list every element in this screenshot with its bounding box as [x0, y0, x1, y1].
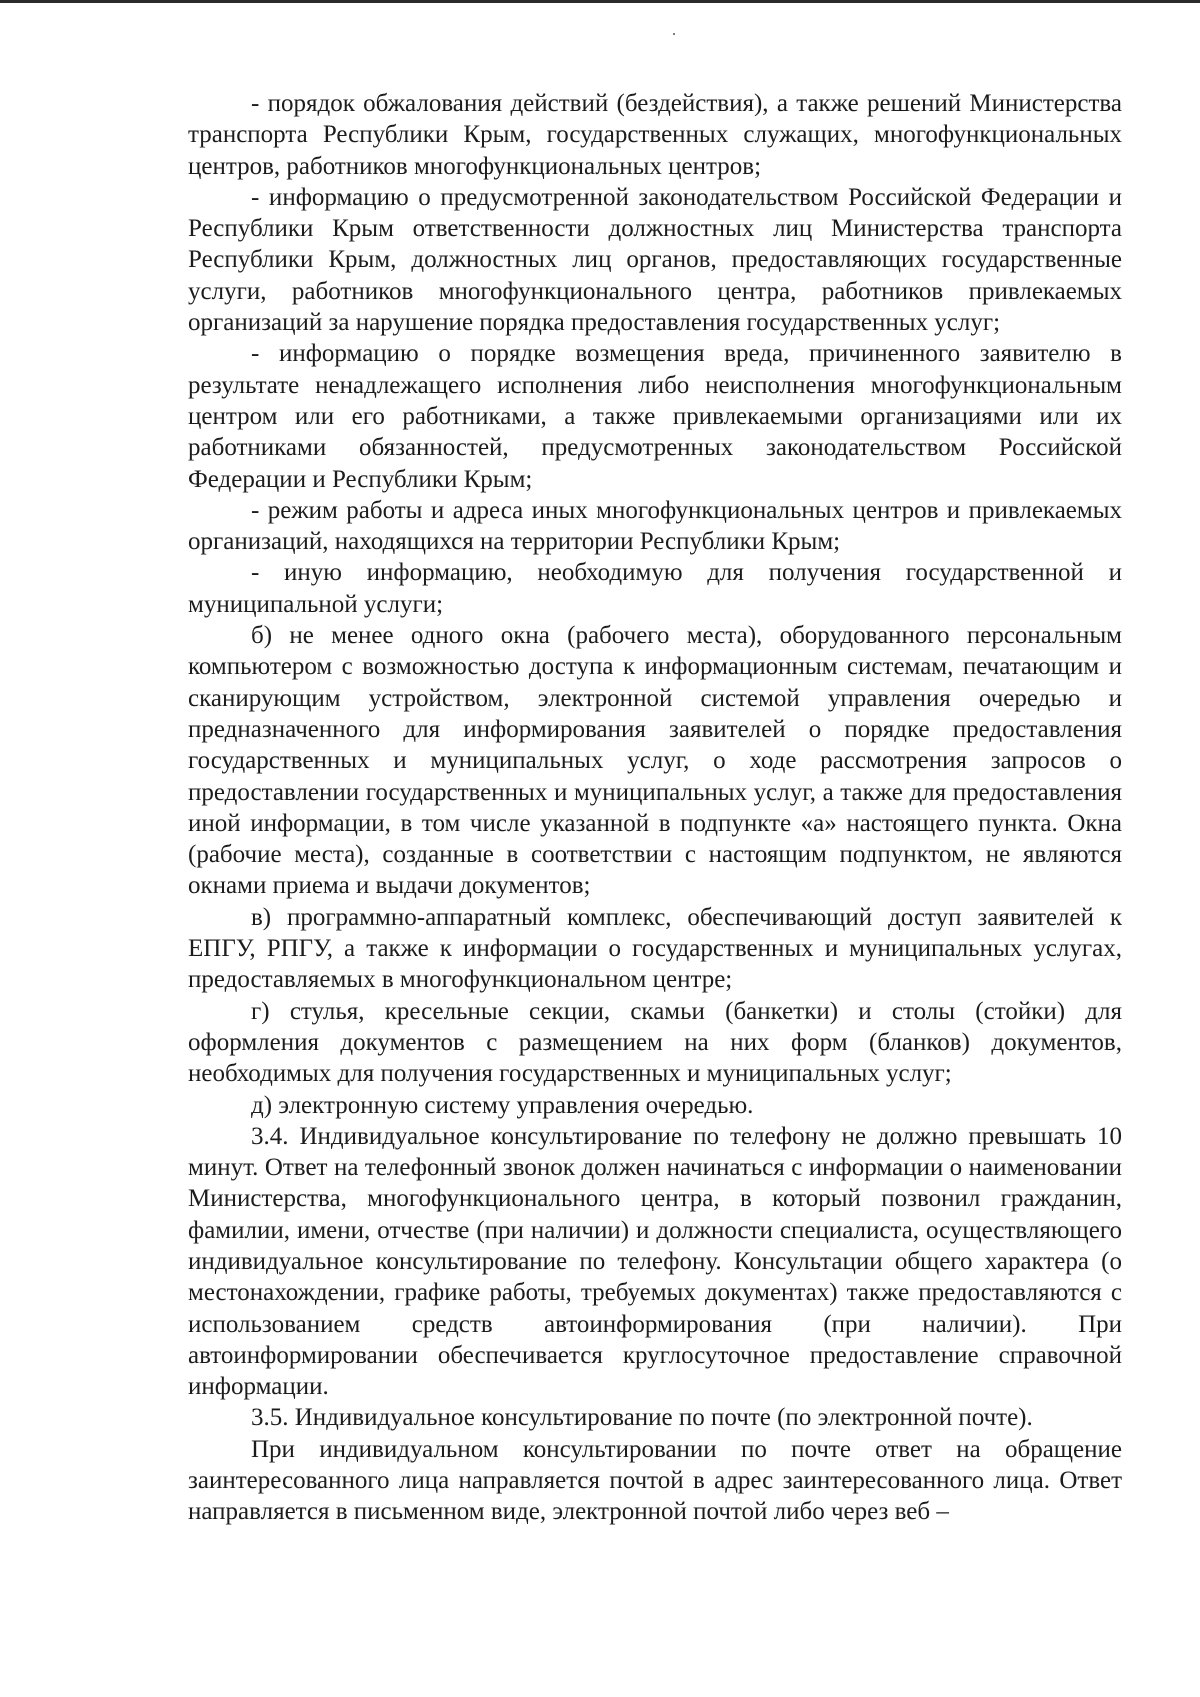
paragraph-item-g: г) стулья, кресельные секции, скамьи (банкетки) и столы (стойки) для оформления документов с размещением на них форм (бланков) документов, необходимых для получения государственных и муниципальных услуг; [188, 997, 1122, 1088]
paragraph-mail-consulting: При индивидуальном консультировании по почте ответ на обращение заинтересованного лица направляется почтой в адрес заинтересованного лица. Ответ направляется в письменном виде, электронной почтой либо через веб – [188, 1435, 1122, 1526]
paragraph-other-info: - иную информацию, необходимую для получения государственной и муниципальной услуги; [188, 559, 1122, 618]
paragraph-damage-compensation: - информацию о порядке возмещения вреда, причиненного заявителю в результате ненадлежащего исполнения либо неисполнения многофункциональным центром или его работниками, а также привлекаемыми организациями или их работниками обязанностей, предусмотренных законодательством Российской Федерации и Республики Крым; [188, 340, 1122, 493]
paragraph-item-v: в) программно-аппаратный комплекс, обеспечивающий доступ заявителей к ЕПГУ, РПГУ, а также к информации о государственных и муниципальных услугах, предоставляемых в многофункциональном центре; [188, 903, 1122, 994]
paragraph-item-d: д) электронную систему управления очередью. [251, 1091, 754, 1119]
top-border-line [0, 0, 1200, 3]
paragraph-item-b: б) не менее одного окна (рабочего места), оборудованного персональным компьютером с возможностью доступа к информационным системам, печатающим и сканирующим устройством, электронной системой управления очередью и предназначенного для информирования заявителей о порядке предоставления государственных и муниципальных услуг, о ходе рассмотрения запросов о предоставлении государственных и муниципальных услуг, а также для предоставления иной информации, в том числе указанной в подпункте «а» настоящего пункта. Окна (рабочие места), созданные в соответствии с настоящим подпунктом, не являются окнами приема и выдачи документов; [188, 622, 1122, 900]
paragraph-appeal-procedure: - порядок обжалования действий (бездействия), а также решений Министерства транспорта Республики Крым, государственных служащих, многофункциональных центров, работников многофункциональных центров; [188, 90, 1122, 180]
document-body [188, 88, 1122, 1528]
paragraph-section-3-5: 3.5. Индивидуальное консультирование по почте (по электронной почте). [251, 1404, 1033, 1432]
paragraph-liability-info: - информацию о предусмотренной законодательством Российской Федерации и Республики Крым ответственности должностных лиц Министерства транспорта Республики Крым, должностных лиц органов, предоставляющих государственные услуги, работников многофункционального центра, работников привлекаемых организаций за нарушение порядка предоставления государственных услуг; [188, 183, 1122, 337]
scan-speck [673, 33, 675, 35]
paragraph-section-3-4: 3.4. Индивидуальное консультирование по телефону не должно превышать 10 минут. Ответ на телефонный звонок должен начинаться с информации о наименовании Министерства, многофункционального центра, в который позвонил гражданин, фамилии, имени, отчестве (при наличии) и должности специалиста, осуществляющего индивидуальное консультирование по телефону. Консультации общего характера (о местонахождении, графике работы, требуемых документах) также предоставляются с использованием средств автоинформирования (при наличии). При автоинформировании обеспечивается круглосуточное предоставление справочной информации. [188, 1122, 1122, 1401]
paragraph-work-schedule: - режим работы и адреса иных многофункциональных центров и привлекаемых организаций, находящихся на территории Республики Крым; [188, 496, 1122, 556]
